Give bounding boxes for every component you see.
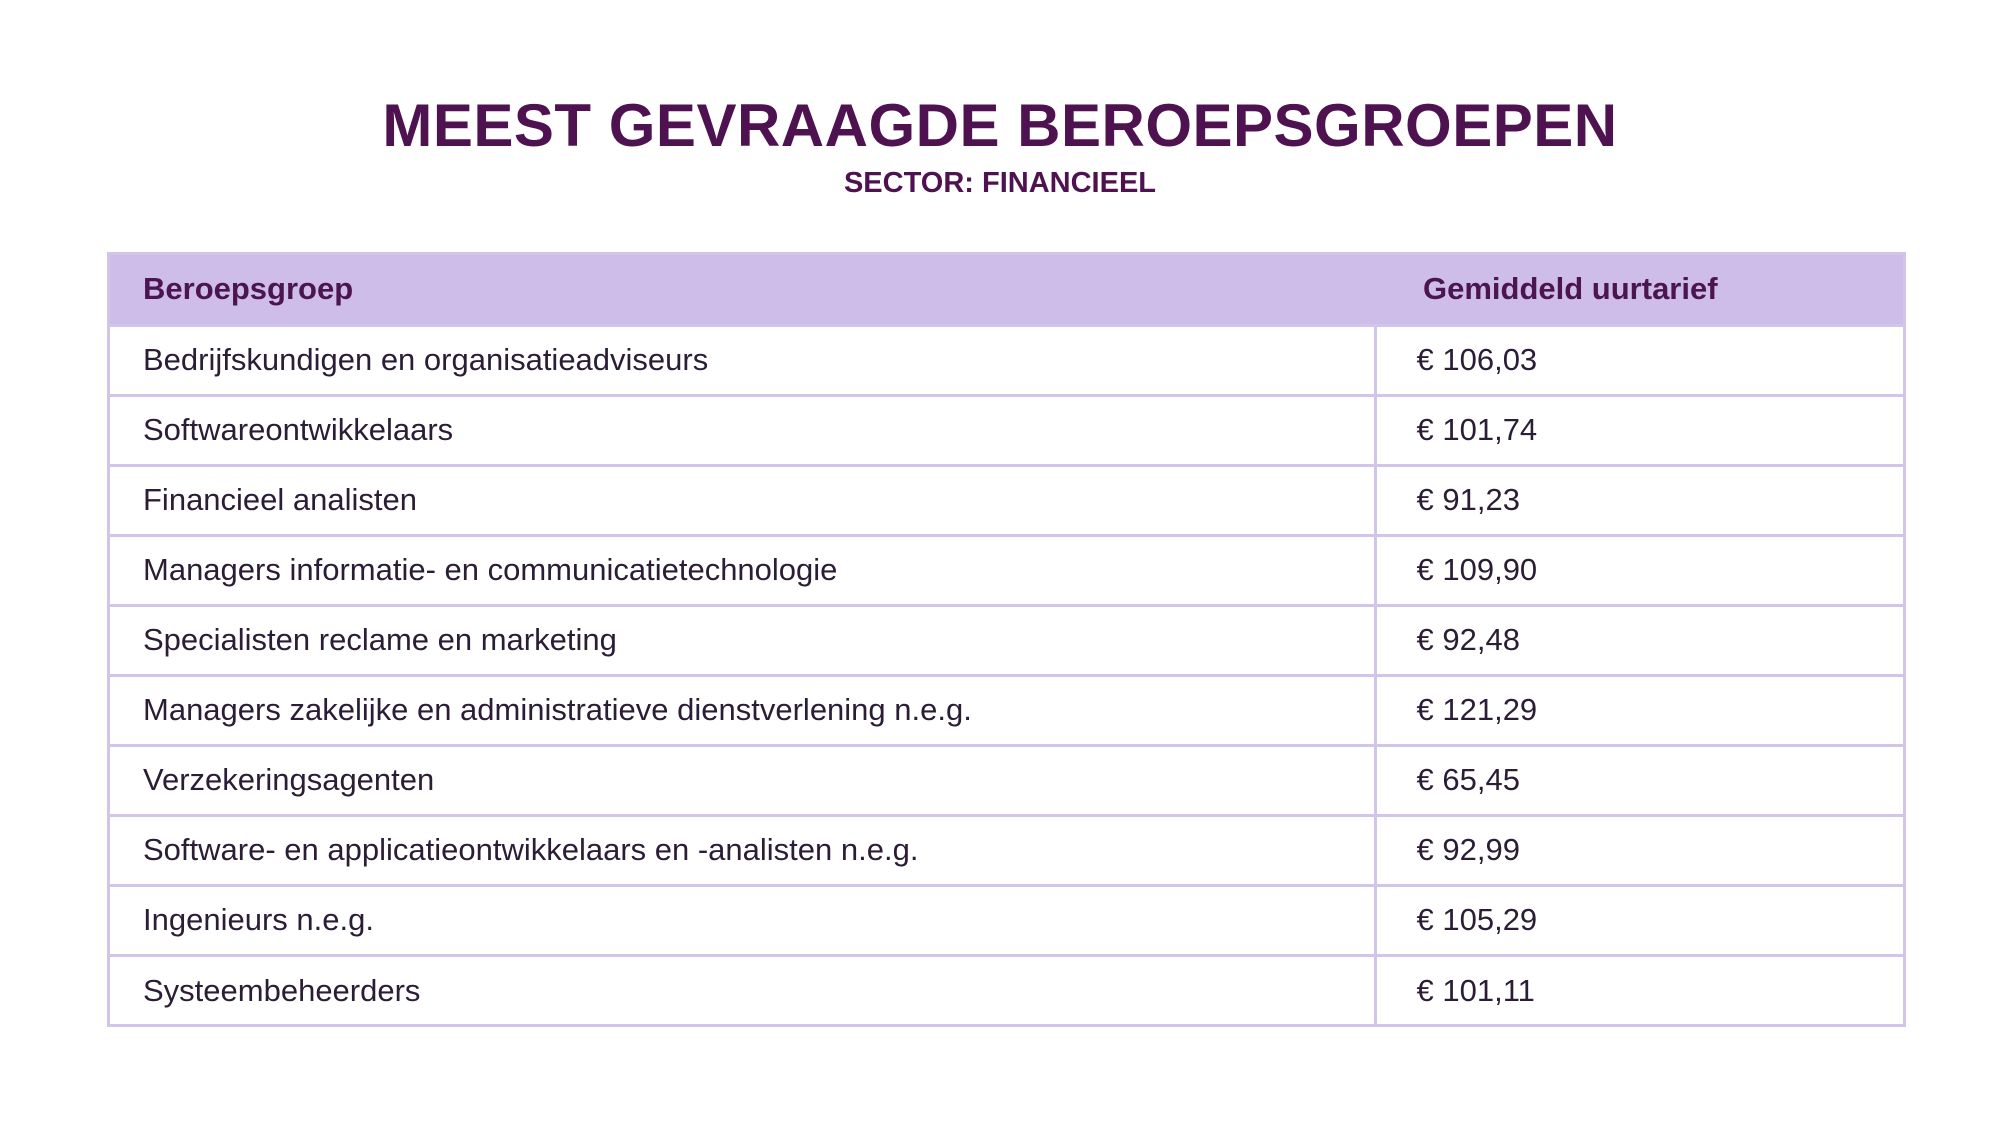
cell-beroepsgroep: Verzekeringsagenten — [110, 745, 1375, 815]
rates-table-container — [107, 252, 1906, 1027]
cell-uurtarief: € 121,29 — [1375, 675, 1903, 745]
cell-beroepsgroep: Software- en applicatieontwikkelaars en -analisten n.e.g. — [110, 815, 1375, 885]
column-header-uurtarief: Gemiddeld uurtarief — [1423, 271, 1718, 307]
page-subtitle: SECTOR: FINANCIEEL — [843, 167, 1157, 199]
cell-beroepsgroep: Managers zakelijke en administratieve dienstverlening n.e.g. — [110, 675, 1375, 745]
table-row — [110, 815, 1903, 885]
cell-beroepsgroep: Financieel analisten — [110, 465, 1375, 535]
rates-table — [110, 255, 1903, 1025]
cell-uurtarief: € 92,99 — [1375, 815, 1903, 885]
cell-beroepsgroep: Bedrijfskundigen en organisatieadviseurs — [110, 325, 1375, 395]
table-row — [110, 465, 1903, 535]
table-row — [110, 885, 1903, 955]
cell-beroepsgroep: Systeembeheerders — [110, 955, 1375, 1025]
cell-beroepsgroep: Managers informatie- en communicatietechnologie — [110, 535, 1375, 605]
cell-uurtarief: € 91,23 — [1375, 465, 1903, 535]
cell-beroepsgroep: Ingenieurs n.e.g. — [110, 885, 1375, 955]
table-row — [110, 745, 1903, 815]
cell-uurtarief: € 92,48 — [1375, 605, 1903, 675]
table-header-row — [110, 255, 1903, 325]
table-row — [110, 535, 1903, 605]
cell-uurtarief: € 65,45 — [1375, 745, 1903, 815]
cell-beroepsgroep: Softwareontwikkelaars — [110, 395, 1375, 465]
cell-beroepsgroep: Specialisten reclame en marketing — [110, 605, 1375, 675]
table-row — [110, 325, 1903, 395]
table-row — [110, 675, 1903, 745]
column-header-beroepsgroep: Beroepsgroep — [143, 271, 354, 307]
cell-uurtarief: € 106,03 — [1375, 325, 1903, 395]
cell-uurtarief: € 105,29 — [1375, 885, 1903, 955]
cell-uurtarief: € 101,74 — [1375, 395, 1903, 465]
table-row — [110, 395, 1903, 465]
cell-uurtarief: € 109,90 — [1375, 535, 1903, 605]
table-row — [110, 605, 1903, 675]
cell-uurtarief: € 101,11 — [1375, 955, 1903, 1025]
page-title: MEEST GEVRAAGDE BEROEPSGROEPEN — [382, 92, 1618, 159]
table-row — [110, 955, 1903, 1025]
